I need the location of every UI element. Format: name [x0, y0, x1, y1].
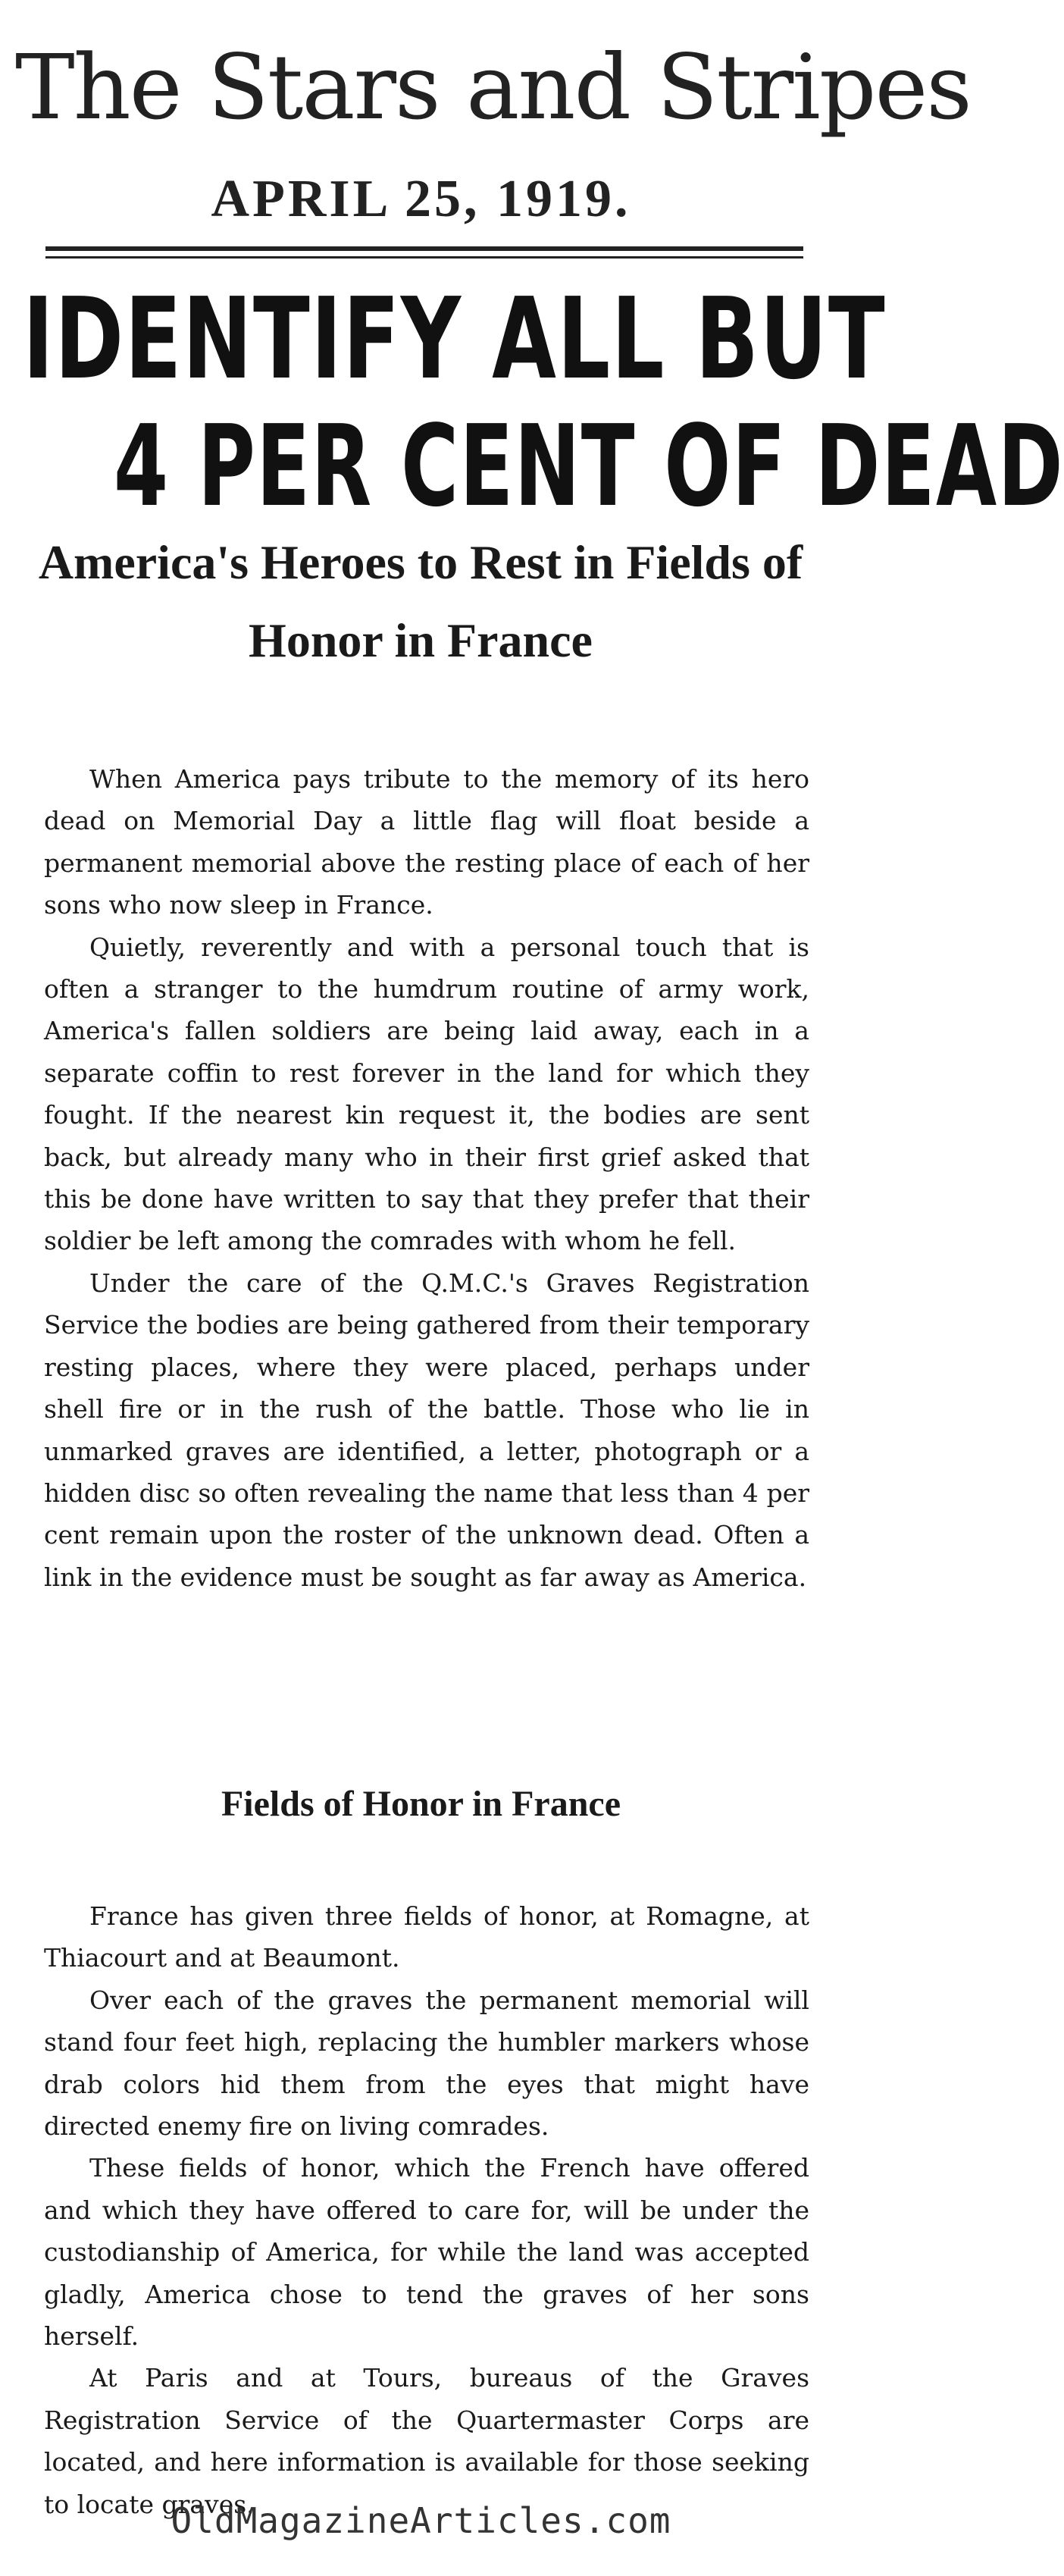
masthead-title: The Stars and Stripes — [15, 35, 971, 139]
headline-line-2: 4 PER CENT OF DEAD — [114, 401, 1064, 531]
section-heading: Fields of Honor in France — [221, 1784, 621, 1824]
paragraph: Over each of the graves the permanent memorial will stand four feet high, replacing the humbler markers whose drab colors hid them from the eyes that might have directed enemy fire on living comrades. — [44, 1985, 809, 2142]
masthead-rule-thick — [45, 246, 803, 251]
paragraph: Under the care of the Q.M.C.'s Graves Registration Service the bodies are being gathered from their temporary resting places, where they were placed, perhaps under shell fire or in the rush of the battle. Those who lie in unmarked graves are identified, a letter, photograph or a hidden disc so often revealing the name that less than 4 per cent remain upon the roster of the unknown dead. Often a link in the evidence must be sought as far away as America. — [44, 1268, 809, 1592]
masthead-rule-thin — [45, 256, 803, 259]
paragraph: At Paris and at Tours, bureaus of the Graves Registration Service of the Quartermaster Corps are located, and here information is available for those seeking to locate graves. — [44, 2363, 809, 2519]
article-body — [44, 758, 809, 1598]
issue-date: APRIL 25, 1919. — [211, 170, 631, 228]
paragraph: Quietly, reverently and with a personal touch that is often a stranger to the humdrum routine of army work, America's fallen soldiers are being laid away, each in a separate coffin to rest forever in the land for which they fought. If the nearest kin request it, the bodies are sent back, but already many who in their first grief asked that this be done have written to say that they prefer that their soldier be left among the comrades with whom he fell. — [44, 932, 809, 1256]
section-body — [44, 1895, 809, 2525]
paragraph: When America pays tribute to the memory of its hero dead on Memorial Day a little flag will float beside a permanent memorial above the resting place of each of her sons who now sleep in France. — [44, 764, 809, 920]
source-watermark: OldMagazineArticles.com — [171, 2500, 671, 2541]
headline-line-1: IDENTIFY ALL BUT — [23, 274, 887, 404]
subheadline: America's Heroes to Rest in Fields of Honor in France — [38, 535, 803, 667]
paragraph: France has given three fields of honor, at Romagne, at Thiacourt and at Beaumont. — [44, 1901, 809, 1973]
paragraph: These fields of honor, which the French have offered and which they have offered to care for, will be under the custodianship of America, for while the land was accepted gladly, America chose to tend the graves of her sons herself. — [44, 2153, 809, 2352]
